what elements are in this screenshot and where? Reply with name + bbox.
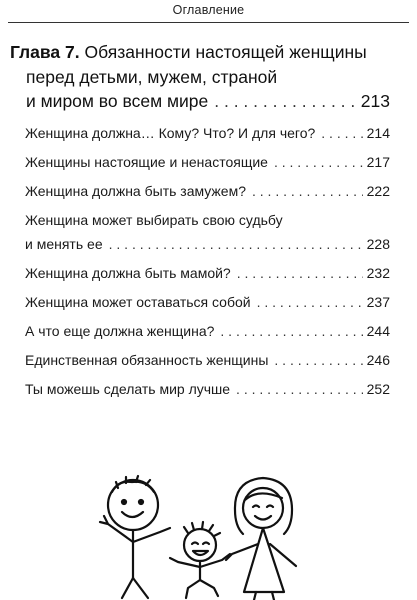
toc-entry-title: Женщина должна быть мамой? [25,264,231,281]
family-illustration [0,470,417,600]
toc-entry[interactable] [25,152,390,172]
father-figure [100,476,170,598]
dot-leader [237,263,363,283]
toc-entry-page: 217 [366,153,390,170]
dot-leader [274,350,362,370]
toc-entry-title: Единственная обязанность женщины [25,351,269,368]
chapter-title-line3: и миром во всем мире [26,91,209,111]
toc-entry-title: Женщина может оставаться собой [25,293,251,310]
dot-leader [274,152,363,172]
chapter-label: Глава 7. [10,42,80,62]
toc-entry-title: А что еще должна женщина? [25,322,215,339]
chapter-heading[interactable] [10,40,390,114]
dot-leader [252,181,363,201]
toc-entry[interactable] [25,210,390,254]
chapter-title-line2: перед детьми, мужем, страной [26,66,278,87]
toc-entry-title-line1: Женщина может выбирать свою судьбу [25,211,283,228]
toc-entry-page: 232 [366,264,390,281]
toc-entry-page: 214 [366,124,390,141]
toc-entry-title: Ты можешь сделать мир лучше [25,380,231,397]
toc-entry[interactable] [25,123,390,143]
toc-entry[interactable] [25,263,390,283]
dot-leader [236,379,363,399]
toc-entry-title: Женщины настоящие и ненастоящие [25,153,268,170]
dot-leader [214,89,356,114]
toc-entry[interactable] [25,321,390,341]
chapter-title-line1: Обязанности настоящей женщины [84,42,367,62]
toc-entry[interactable] [25,350,390,370]
toc-entry-page: 252 [366,380,390,397]
dot-leader [321,123,362,143]
toc-entry-page: 244 [366,322,390,339]
toc-entry-title: Женщина должна быть замужем? [25,182,246,199]
toc-entry-title-line2: и менять ее [25,235,103,252]
header-rule [8,22,409,23]
toc-entry[interactable] [25,379,390,399]
running-header: Оглавление [172,3,245,17]
dot-leader [220,321,362,341]
child-figure [170,522,230,598]
toc-entry-page: 222 [366,182,390,199]
dot-leader [257,292,363,312]
toc-entry[interactable] [25,181,390,201]
toc-entry-page: 228 [366,235,390,252]
table-of-contents [10,40,390,399]
toc-entry-page: 237 [366,293,390,310]
dot-leader [109,234,363,254]
mother-figure [226,478,296,600]
toc-entry[interactable] [25,292,390,312]
toc-entry-page: 246 [366,351,390,368]
toc-entry-title: Женщина должна… Кому? Что? И для чего? [25,124,316,141]
chapter-page-number: 213 [360,91,390,111]
